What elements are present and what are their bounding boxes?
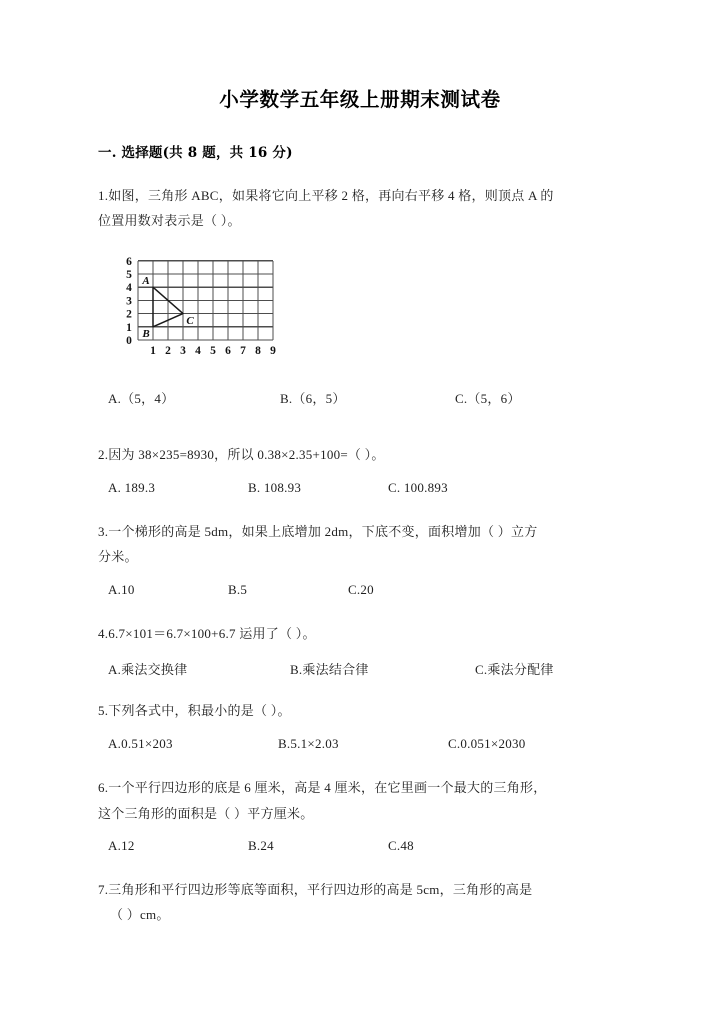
svg-text:C: C [186,314,194,327]
question-7-stem-line-1: 7.三角形和平行四边形等底等面积，平行四边形的高是 5cm，三角形的高是 [98,882,533,898]
question-6-stem-line-1: 6.一个平行四边形的底是 6 厘米，高是 4 厘米，在它里画一个最大的三角形， [98,780,547,796]
question-1-options [98,388,622,408]
page-title: 小学数学五年级上册期末测试卷 [219,88,501,111]
spacer [98,602,622,621]
question-3-options [98,582,622,602]
svg-text:7: 7 [240,344,246,357]
question-1-stem-line-1: 1.如图，三角形 ABC，如果将它向上平移 2 格，再向右平移 4 格，则顶点 A 的 [98,188,554,203]
question-6-options [98,838,622,858]
question-5-stem-line-1: 5.下列各式中，积最小的是（ ）。 [98,703,291,719]
spacer [98,467,622,480]
svg-text:5: 5 [210,344,216,357]
question-5 [98,698,622,723]
question-7-stem-line-2: （ ）cm。 [110,907,170,923]
svg-text:4: 4 [195,344,201,357]
svg-text:3: 3 [126,295,132,308]
question-3-option-a[interactable]: A.10 [108,581,135,597]
svg-text:1: 1 [150,344,156,357]
spacer [98,370,622,388]
spacer [98,723,622,736]
question-1-option-b[interactable]: B.（6，5） [280,390,346,406]
question-3-option-b[interactable]: B.5 [228,581,248,597]
question-5-option-a[interactable]: A.0.51×203 [108,736,173,752]
question-2 [98,442,622,467]
svg-text:4: 4 [126,281,132,294]
question-1-figure-wrapper [98,248,622,366]
question-1-stem-line-2: 位置用数对表示是（ ）。 [98,213,241,229]
svg-text:6: 6 [225,344,231,357]
spacer [98,408,622,442]
question-2-option-b[interactable]: B. 108.93 [248,480,302,496]
question-4-option-b[interactable]: B.乘法结合律 [290,662,369,678]
question-2-option-a[interactable]: A. 189.3 [108,480,156,496]
question-6-option-b[interactable]: B.24 [248,838,274,854]
question-5-option-b[interactable]: B.5.1×2.03 [278,736,339,752]
svg-text:B: B [142,327,150,340]
question-4-option-c[interactable]: C.乘法分配律 [475,662,554,678]
svg-text:9: 9 [270,344,276,357]
section-heading-choice: 一. 选择题(共 8 题，共 16 分) [98,145,293,161]
spacer [98,756,622,775]
spacer [98,646,622,659]
question-1-option-c[interactable]: C.（5，6） [455,390,521,406]
svg-text:A: A [142,274,150,287]
question-2-option-c[interactable]: C. 100.893 [388,480,448,496]
spacer [98,826,622,838]
question-5-options [98,736,622,756]
svg-text:6: 6 [126,255,132,268]
question-4 [98,621,622,646]
coordinate-grid-triangle-figure [108,248,298,360]
question-4-stem-line-1: 4.6.7×101＝6.7×100+6.7 运用了（ ）。 [98,625,316,641]
question-5-option-c[interactable]: C.0.051×2030 [448,736,526,752]
question-1-option-a[interactable]: A.（5，4） [108,390,175,406]
question-2-stem-line-1: 2.因为 38×235=8930，所以 0.38×2.35+100=（ ）。 [98,446,385,462]
question-3-option-c[interactable]: C.20 [348,581,374,597]
spacer [98,570,622,582]
spacer [98,679,622,698]
question-4-option-a[interactable]: A.乘法交换律 [108,662,188,678]
question-2-options [98,480,622,500]
svg-text:3: 3 [180,344,186,357]
question-1 [98,183,622,234]
question-3-stem-line-1: 3.一个梯形的高是 5dm，如果上底增加 2dm，下底不变，面积增加（ ）立方 [98,524,538,540]
page-content [98,0,622,928]
svg-text:1: 1 [126,321,132,334]
question-6 [98,775,622,826]
question-3 [98,519,622,570]
question-6-option-c[interactable]: C.48 [388,838,414,854]
svg-text:5: 5 [126,268,132,281]
question-7 [98,877,622,928]
question-6-stem-line-2: 这个三角形的面积是（ ）平方厘米。 [98,805,314,821]
spacer [98,500,622,519]
svg-text:2: 2 [126,308,132,321]
spacer [98,161,622,183]
svg-text:2: 2 [165,344,171,357]
question-3-stem-line-2: 分米。 [98,549,138,565]
question-6-option-a[interactable]: A.12 [108,838,135,854]
question-4-options [98,659,622,679]
svg-text:0: 0 [126,334,132,347]
spacer [98,858,622,877]
svg-text:8: 8 [255,344,261,357]
